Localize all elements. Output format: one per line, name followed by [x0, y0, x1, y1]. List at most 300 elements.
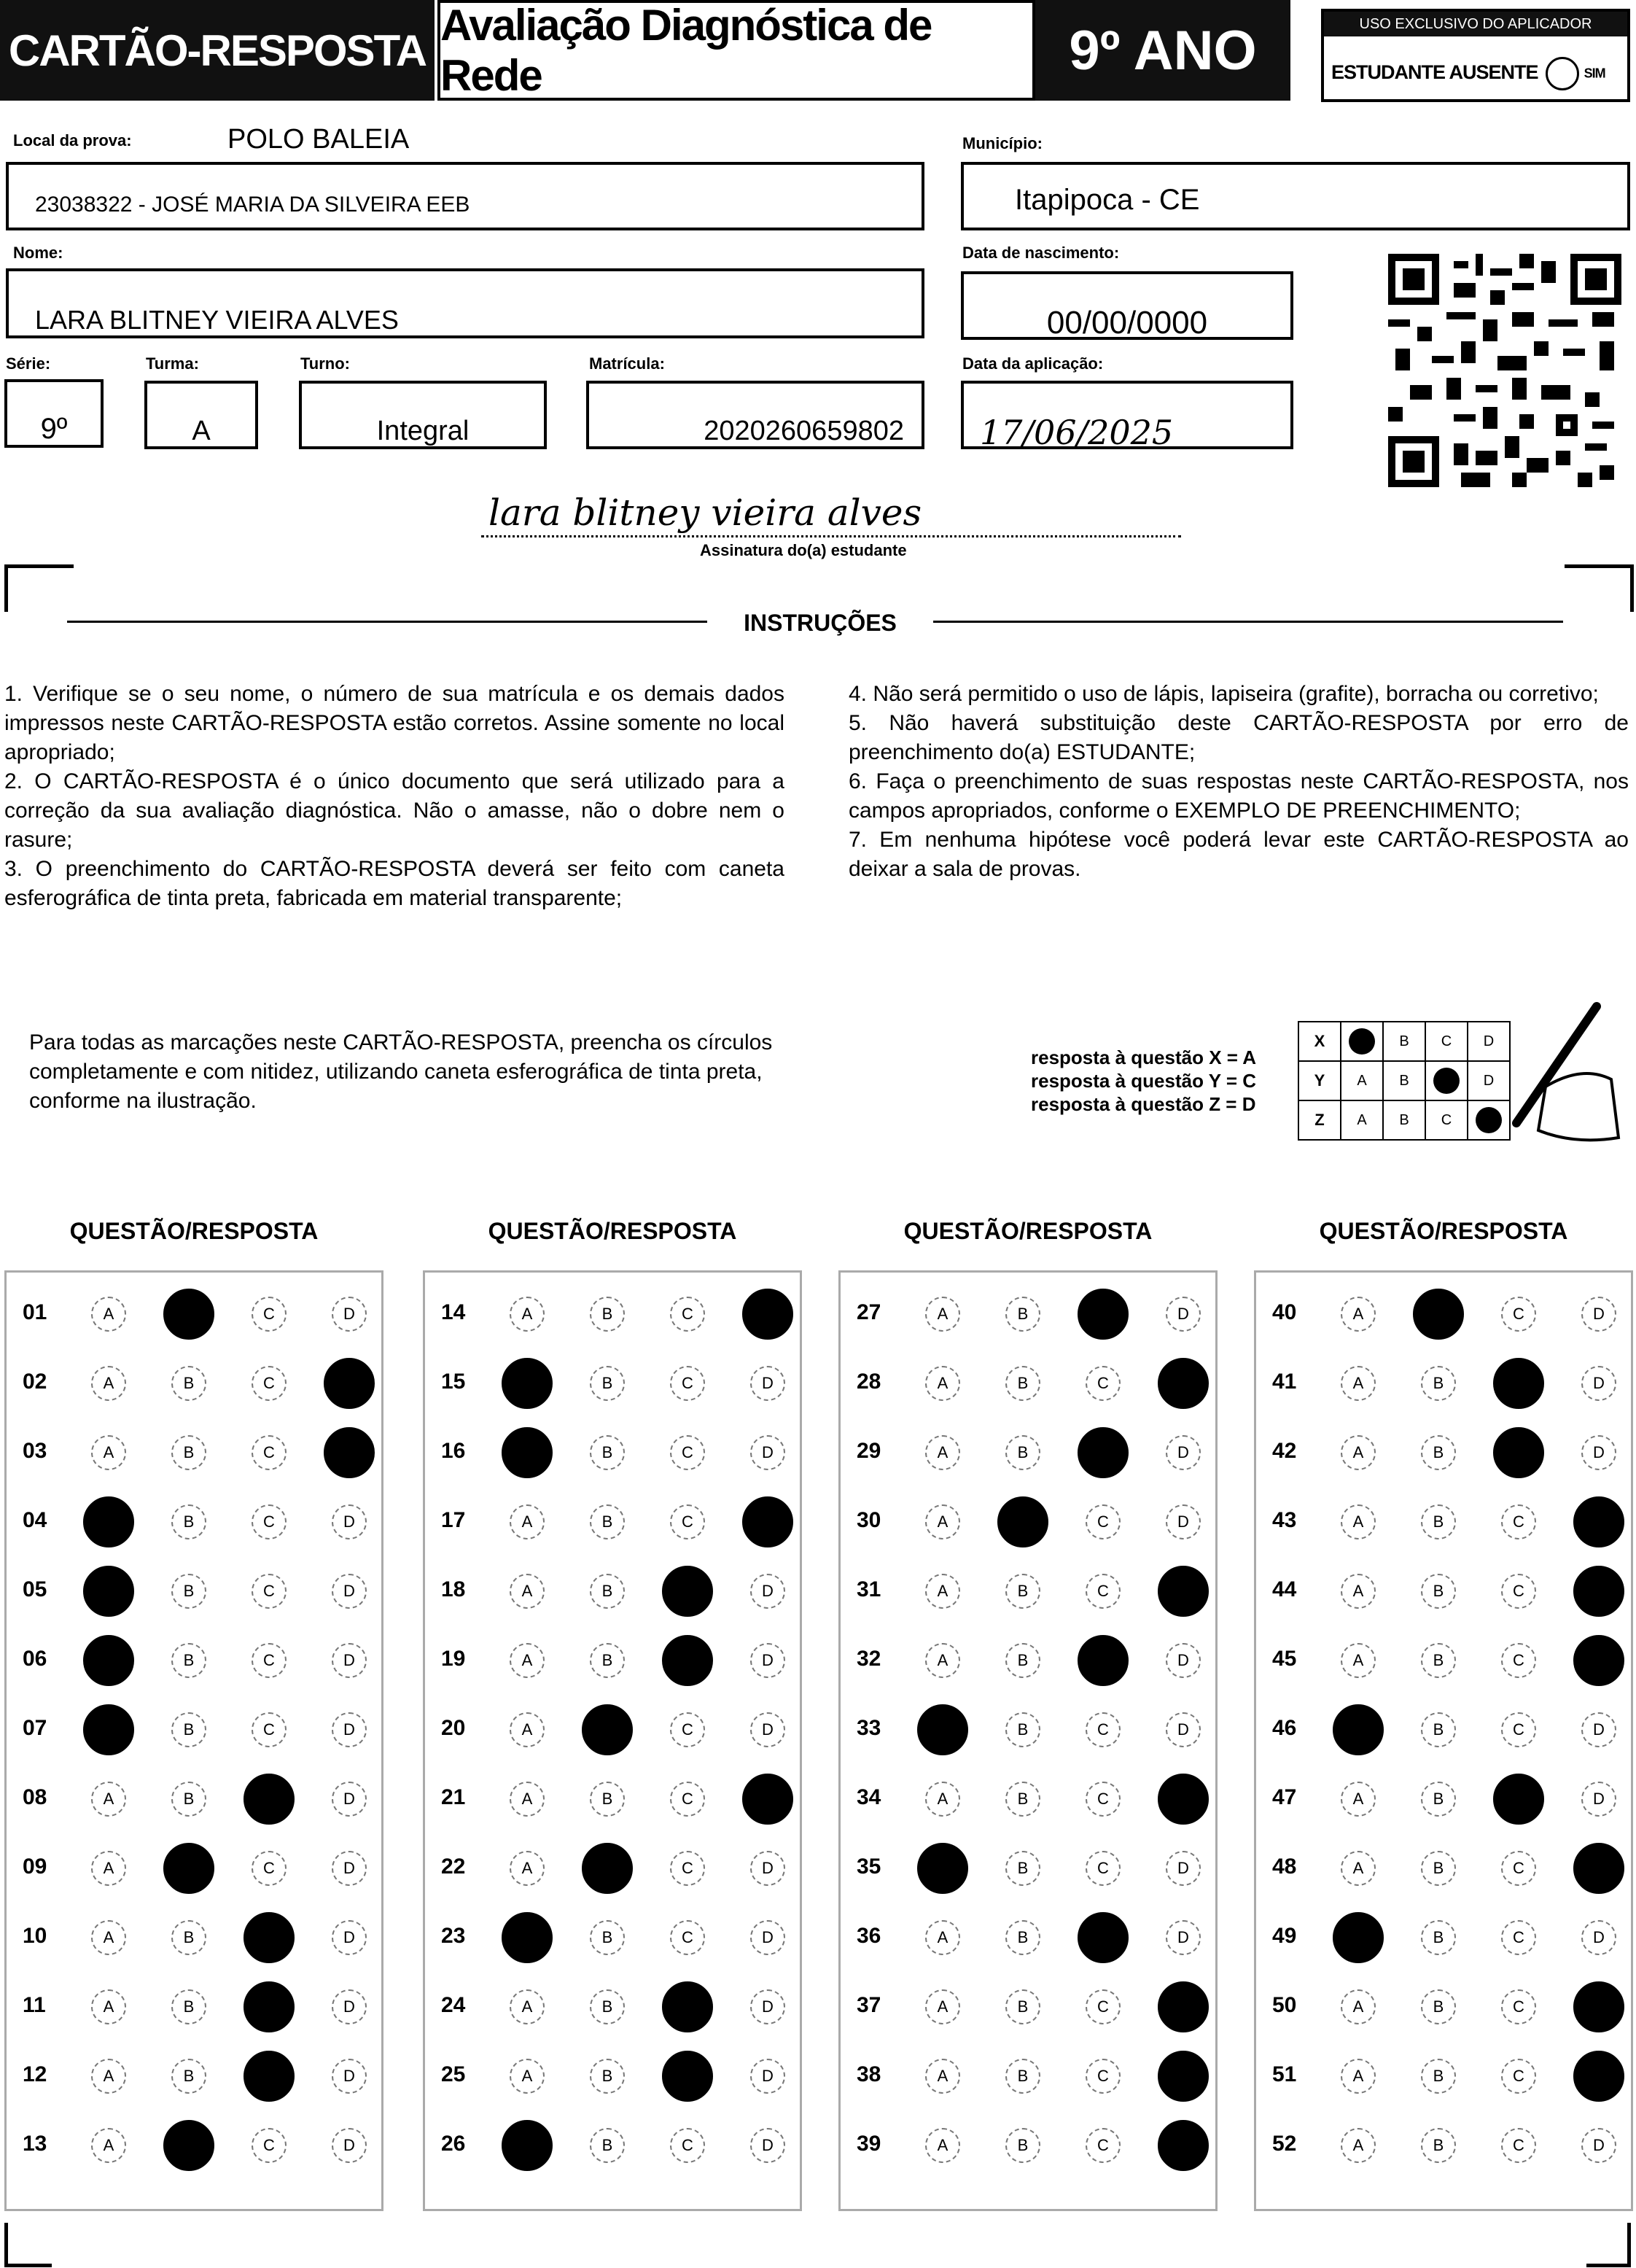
question-number: 12	[23, 2062, 47, 2086]
corner-bottom-right	[1586, 2223, 1631, 2267]
answer-bubble[interactable]: A	[91, 2059, 126, 2094]
answer-bubble[interactable]: D	[332, 1920, 367, 1955]
answer-bubble[interactable]: B	[1005, 1643, 1040, 1678]
turma-field[interactable]	[144, 381, 258, 449]
question-number: 22	[441, 1855, 466, 1879]
question-row	[425, 1978, 800, 2030]
turno-field[interactable]	[299, 381, 547, 449]
answer-bubble-filled[interactable]: D	[1573, 1843, 1624, 1894]
answer-bubble[interactable]: A	[1341, 1297, 1376, 1332]
answer-bubble-filled[interactable]: A	[83, 1566, 134, 1617]
answer-bubble[interactable]: D	[1581, 1782, 1616, 1817]
question-number: 26	[441, 2132, 466, 2156]
answer-bubble[interactable]: D	[1581, 1920, 1616, 1955]
question-number: 37	[857, 1993, 881, 2017]
nome-field[interactable]	[6, 268, 924, 338]
question-number: 03	[23, 1439, 47, 1463]
answer-bubble-filled[interactable]: A	[502, 2120, 553, 2171]
question-row	[7, 1286, 381, 1337]
instruction-7: 7. Em nenhuma hipótese você poderá levar este CARTÃO-RESPOSTA ao deixar a sala de provas.	[849, 828, 1629, 881]
answer-bubble[interactable]: A	[91, 2128, 126, 2163]
answer-bubble-filled[interactable]: D	[1573, 2051, 1624, 2102]
answer-bubble[interactable]: D	[750, 1851, 785, 1886]
question-row	[1256, 1840, 1631, 1891]
answer-bubble[interactable]: B	[171, 1574, 206, 1609]
answer-bubble[interactable]: D	[1166, 1504, 1201, 1539]
answer-bubble-filled[interactable]: C	[1078, 1289, 1129, 1340]
serie-field[interactable]	[4, 379, 104, 448]
question-number: 15	[441, 1370, 466, 1394]
answer-bubble-filled[interactable]: D	[324, 1358, 375, 1409]
answer-column	[838, 1270, 1218, 2211]
answer-bubble[interactable]: A	[1341, 2059, 1376, 2094]
card-subtitle: Avaliação Diagnóstica de Rede	[437, 0, 1035, 101]
answer-bubble[interactable]: A	[510, 1989, 545, 2024]
answer-bubble[interactable]: A	[1341, 1782, 1376, 1817]
nascimento-label: Data de nascimento:	[962, 244, 1120, 262]
answer-bubble-filled[interactable]: D	[1158, 1566, 1209, 1617]
answer-bubble[interactable]: C	[1501, 1851, 1536, 1886]
answer-bubble[interactable]: D	[332, 1297, 367, 1332]
answer-bubble-filled[interactable]: C	[1078, 1912, 1129, 1963]
answer-bubble[interactable]: B	[1421, 1782, 1456, 1817]
answer-bubble[interactable]: B	[590, 1643, 625, 1678]
answer-bubble-filled[interactable]: D	[1573, 1566, 1624, 1617]
answer-bubble[interactable]: B	[1005, 2059, 1040, 2094]
question-row	[1256, 1701, 1631, 1752]
answer-bubble[interactable]: C	[1501, 1712, 1536, 1747]
local-label: Local da prova:	[13, 131, 132, 149]
question-number: 34	[857, 1785, 881, 1809]
question-number: 10	[23, 1924, 47, 1948]
question-number: 49	[1272, 1924, 1297, 1948]
answer-bubble[interactable]: C	[252, 1574, 287, 1609]
answer-bubble[interactable]: B	[1421, 2128, 1456, 2163]
answer-bubble[interactable]: D	[750, 1435, 785, 1470]
answer-bubble[interactable]: D	[332, 1574, 367, 1609]
answer-bubble[interactable]: B	[171, 1989, 206, 2024]
answer-bubble[interactable]: A	[925, 1643, 960, 1678]
answer-bubble-filled[interactable]: D	[1158, 2051, 1209, 2102]
answer-bubble[interactable]: A	[925, 1366, 960, 1401]
answer-bubble[interactable]: D	[1166, 1712, 1201, 1747]
answer-bubble[interactable]: A	[510, 1643, 545, 1678]
question-number: 42	[1272, 1439, 1297, 1463]
answer-bubble[interactable]: B	[171, 1643, 206, 1678]
question-number: 16	[441, 1439, 466, 1463]
answer-bubble[interactable]: A	[510, 1504, 545, 1539]
example-bubble: B	[1383, 1061, 1425, 1100]
answer-bubble-filled[interactable]: D	[1158, 1774, 1209, 1825]
answer-bubble[interactable]: C	[1501, 1574, 1536, 1609]
answer-bubble-filled[interactable]: C	[662, 1566, 713, 1617]
answer-bubble-filled[interactable]: D	[324, 1427, 375, 1478]
answer-bubble-filled[interactable]: B	[163, 1843, 214, 1894]
school-field[interactable]	[6, 162, 924, 230]
answer-bubble[interactable]: C	[670, 1366, 705, 1401]
matricula-field[interactable]	[586, 381, 924, 449]
answer-bubble[interactable]: B	[1421, 1366, 1456, 1401]
answer-bubble-filled[interactable]: D	[1158, 2120, 1209, 2171]
question-number: 25	[441, 2062, 466, 2086]
answer-bubble[interactable]: C	[670, 1504, 705, 1539]
answer-bubble-filled[interactable]: B	[163, 2120, 214, 2171]
answer-bubble[interactable]: A	[510, 1782, 545, 1817]
answer-bubble[interactable]: A	[91, 1851, 126, 1886]
answer-bubble[interactable]: D	[1581, 1435, 1616, 1470]
question-row	[841, 1424, 1215, 1475]
answer-bubble[interactable]: B	[590, 1297, 625, 1332]
answer-bubble[interactable]: C	[1086, 1574, 1121, 1609]
answer-bubble-filled[interactable]: C	[244, 1774, 295, 1825]
answer-bubble[interactable]: A	[925, 2128, 960, 2163]
question-number: 31	[857, 1577, 881, 1601]
answer-bubble[interactable]: C	[252, 1297, 287, 1332]
answer-bubble[interactable]: C	[1086, 2059, 1121, 2094]
answer-bubble[interactable]: C	[1086, 2128, 1121, 2163]
question-number: 51	[1272, 2062, 1297, 2086]
answer-bubble-filled[interactable]: C	[1078, 1427, 1129, 1478]
answer-bubble[interactable]: D	[750, 1712, 785, 1747]
answer-bubble[interactable]: A	[91, 1435, 126, 1470]
answer-bubble[interactable]: D	[1581, 1712, 1616, 1747]
answer-bubble[interactable]: D	[750, 1989, 785, 2024]
answer-bubble-filled[interactable]: C	[662, 1635, 713, 1686]
answer-bubble-filled[interactable]: A	[83, 1704, 134, 1755]
answer-bubble[interactable]: A	[925, 1782, 960, 1817]
answer-column	[4, 1270, 383, 2211]
answer-bubble[interactable]: B	[1005, 2128, 1040, 2163]
answer-bubble[interactable]: D	[750, 2128, 785, 2163]
answer-bubble[interactable]: C	[252, 1366, 287, 1401]
answer-bubble[interactable]: B	[1005, 1435, 1040, 1470]
answer-bubble[interactable]: B	[171, 1366, 206, 1401]
answer-column	[423, 1270, 802, 2211]
question-row	[841, 2117, 1215, 2168]
answer-bubble[interactable]: A	[925, 1504, 960, 1539]
answer-bubble[interactable]: D	[332, 1643, 367, 1678]
answer-bubble-filled[interactable]: A	[502, 1427, 553, 1478]
nascimento-field[interactable]	[961, 271, 1293, 340]
answer-bubble[interactable]: A	[91, 1297, 126, 1332]
answer-bubble-filled[interactable]: C	[662, 2051, 713, 2102]
answer-bubble[interactable]: A	[91, 1366, 126, 1401]
answer-bubble[interactable]: C	[1501, 2128, 1536, 2163]
answer-bubble[interactable]: B	[590, 1920, 625, 1955]
municipio-field[interactable]	[961, 162, 1630, 230]
question-row	[425, 1286, 800, 1337]
answer-bubble-filled[interactable]: D	[1573, 1635, 1624, 1686]
absent-label: ESTUDANTE AUSENTE	[1331, 61, 1538, 84]
aplicacao-label: Data da aplicação:	[962, 354, 1104, 373]
answer-bubble[interactable]: C	[1501, 1989, 1536, 2024]
question-number: 28	[857, 1370, 881, 1394]
answer-bubble[interactable]: C	[670, 1435, 705, 1470]
question-row	[841, 1355, 1215, 1406]
answer-bubble[interactable]: B	[590, 2128, 625, 2163]
question-number: 45	[1272, 1647, 1297, 1671]
answer-bubble[interactable]: C	[252, 1643, 287, 1678]
answer-bubble-filled[interactable]: A	[917, 1704, 968, 1755]
answer-bubble[interactable]: C	[1086, 1782, 1121, 1817]
question-row	[1256, 1632, 1631, 1683]
answer-bubble[interactable]: C	[670, 1920, 705, 1955]
answer-bubble-filled[interactable]: B	[582, 1704, 633, 1755]
answer-bubble[interactable]: B	[590, 1989, 625, 2024]
answer-bubble[interactable]: B	[1005, 1851, 1040, 1886]
answer-bubble[interactable]: B	[590, 2059, 625, 2094]
question-row	[1256, 1563, 1631, 1614]
answer-bubble[interactable]: D	[750, 1920, 785, 1955]
answer-bubble[interactable]: A	[91, 1920, 126, 1955]
question-row	[7, 1771, 381, 1822]
answer-bubble[interactable]: B	[1421, 1643, 1456, 1678]
answer-bubble[interactable]: B	[1005, 1920, 1040, 1955]
answer-bubble-filled[interactable]: D	[1573, 1496, 1624, 1547]
answer-bubble-filled[interactable]: D	[742, 1289, 793, 1340]
question-row	[841, 1632, 1215, 1683]
answer-bubble-filled[interactable]: C	[1493, 1427, 1544, 1478]
matricula-label: Matrícula:	[589, 354, 665, 373]
question-number: 04	[23, 1508, 47, 1532]
answer-bubble[interactable]: C	[670, 1851, 705, 1886]
answer-bubble[interactable]: A	[1341, 1504, 1376, 1539]
answer-bubble-filled[interactable]: A	[1333, 1704, 1384, 1755]
answer-bubble[interactable]: B	[1421, 1712, 1456, 1747]
answer-bubble[interactable]: A	[510, 1712, 545, 1747]
answer-bubble[interactable]: C	[670, 2128, 705, 2163]
question-row	[7, 1632, 381, 1683]
answer-bubble[interactable]: C	[1086, 1366, 1121, 1401]
answer-bubble[interactable]: C	[252, 1504, 287, 1539]
answer-bubble-filled[interactable]: A	[83, 1496, 134, 1547]
answer-bubble-filled[interactable]: D	[742, 1496, 793, 1547]
answer-bubble[interactable]: C	[1501, 1297, 1536, 1332]
municipio-value: Itapipoca - CE	[1015, 184, 1200, 216]
instructions-left	[4, 680, 784, 913]
question-number: 32	[857, 1647, 881, 1671]
answer-bubble[interactable]: B	[590, 1782, 625, 1817]
question-row	[425, 2048, 800, 2099]
aplicacao-value: 17/06/2025	[980, 413, 1174, 452]
legend-y: resposta à questão Y = C	[1031, 1070, 1257, 1092]
answer-bubble[interactable]: B	[171, 1504, 206, 1539]
answer-bubble-filled[interactable]: A	[502, 1912, 553, 1963]
answer-bubble[interactable]: D	[332, 2059, 367, 2094]
answer-bubble[interactable]: D	[1581, 2128, 1616, 2163]
answer-bubble-filled[interactable]: A	[83, 1635, 134, 1686]
absent-bubble[interactable]	[1546, 57, 1579, 90]
answer-bubble-filled[interactable]: D	[1573, 1981, 1624, 2032]
answer-bubble-filled[interactable]: C	[662, 1981, 713, 2032]
question-row	[425, 1355, 800, 1406]
answer-bubble[interactable]: A	[925, 1574, 960, 1609]
question-row	[425, 1563, 800, 1614]
answer-bubble[interactable]: C	[252, 2128, 287, 2163]
answer-bubble[interactable]: D	[332, 1712, 367, 1747]
answer-bubble[interactable]: B	[171, 1920, 206, 1955]
answer-bubble[interactable]: C	[670, 1782, 705, 1817]
answer-bubble[interactable]: B	[590, 1435, 625, 1470]
answer-bubble-filled[interactable]: C	[244, 1981, 295, 2032]
answer-bubble[interactable]: C	[252, 1851, 287, 1886]
answer-bubble[interactable]: B	[171, 2059, 206, 2094]
answer-bubble[interactable]: B	[590, 1366, 625, 1401]
question-number: 05	[23, 1577, 47, 1601]
question-row	[1256, 1286, 1631, 1337]
answer-bubble[interactable]: A	[1341, 1435, 1376, 1470]
instruction-5: 5. Não haverá substituição deste CARTÃO-RESPOSTA por erro de preenchimento do(a) ESTUDANTE;	[849, 711, 1629, 764]
matricula-value: 2020260659802	[704, 416, 904, 446]
answer-bubble-filled[interactable]: C	[1493, 1358, 1544, 1409]
question-number: 07	[23, 1716, 47, 1740]
answer-bubble[interactable]: B	[1005, 1574, 1040, 1609]
answer-bubble[interactable]: A	[925, 1989, 960, 2024]
answer-bubble[interactable]: B	[1421, 1920, 1456, 1955]
answer-bubble-filled[interactable]: B	[1413, 1289, 1464, 1340]
answer-bubble[interactable]: A	[925, 1920, 960, 1955]
answer-bubble[interactable]: D	[332, 1504, 367, 1539]
answer-bubble[interactable]: A	[510, 1297, 545, 1332]
answer-bubble[interactable]: B	[1005, 1366, 1040, 1401]
answer-bubble[interactable]: D	[332, 1782, 367, 1817]
answer-bubble[interactable]: A	[1341, 1574, 1376, 1609]
answer-bubble[interactable]: B	[1421, 1574, 1456, 1609]
answer-bubble[interactable]: A	[510, 1851, 545, 1886]
example-bubble: D	[1468, 1022, 1510, 1061]
answer-bubble-filled[interactable]: C	[244, 2051, 295, 2102]
answer-bubble[interactable]: C	[670, 1712, 705, 1747]
question-row	[841, 1286, 1215, 1337]
turma-value: A	[192, 416, 211, 446]
question-row	[1256, 1909, 1631, 1960]
answer-bubble[interactable]: D	[1166, 1297, 1201, 1332]
answer-bubble[interactable]: B	[1005, 1989, 1040, 2024]
answer-bubble[interactable]: A	[925, 2059, 960, 2094]
answer-bubble-filled[interactable]: B	[997, 1496, 1048, 1547]
question-row	[425, 2117, 800, 2168]
answer-bubble[interactable]: A	[1341, 1989, 1376, 2024]
answer-bubble[interactable]: D	[750, 1366, 785, 1401]
answer-bubble[interactable]: D	[1166, 1643, 1201, 1678]
answer-bubble[interactable]: A	[1341, 1366, 1376, 1401]
qr-code-graphic	[1388, 254, 1621, 487]
answer-bubble[interactable]: B	[590, 1504, 625, 1539]
answer-bubble[interactable]: C	[1086, 1989, 1121, 2024]
answer-bubble[interactable]: B	[590, 1574, 625, 1609]
question-number: 20	[441, 1716, 466, 1740]
local-value: POLO BALEIA	[227, 124, 410, 155]
answer-bubble[interactable]: B	[1421, 1851, 1456, 1886]
question-number: 18	[441, 1577, 466, 1601]
example-row	[1298, 1022, 1510, 1061]
question-number: 46	[1272, 1716, 1297, 1740]
answer-bubble[interactable]: C	[1501, 1643, 1536, 1678]
answer-bubble[interactable]: D	[1581, 1366, 1616, 1401]
answer-bubble-filled[interactable]: A	[502, 1358, 553, 1409]
answer-bubble[interactable]: A	[91, 1782, 126, 1817]
answer-bubble[interactable]: B	[1005, 1297, 1040, 1332]
question-number: 52	[1272, 2132, 1297, 2156]
answer-bubble[interactable]: D	[332, 1851, 367, 1886]
answer-bubble[interactable]: B	[1421, 1989, 1456, 2024]
answer-bubble[interactable]: B	[1421, 2059, 1456, 2094]
answer-bubble[interactable]: D	[750, 1574, 785, 1609]
answer-bubble[interactable]: B	[171, 1712, 206, 1747]
answer-bubble[interactable]: C	[252, 1712, 287, 1747]
aplicacao-field[interactable]	[961, 381, 1293, 452]
answer-bubble-filled[interactable]: D	[742, 1774, 793, 1825]
answer-bubble[interactable]: C	[1501, 2059, 1536, 2094]
answer-bubble[interactable]: B	[1005, 1782, 1040, 1817]
answer-bubble[interactable]: B	[1421, 1504, 1456, 1539]
answer-bubble[interactable]: A	[1341, 1643, 1376, 1678]
answer-bubble-filled[interactable]: C	[244, 1912, 295, 1963]
example-grid	[1298, 1021, 1511, 1141]
signature-line[interactable]	[481, 492, 1181, 537]
example-question-label: Z	[1298, 1100, 1341, 1140]
answer-bubble[interactable]: C	[1501, 1920, 1536, 1955]
answer-bubble[interactable]: C	[1086, 1712, 1121, 1747]
answer-bubble[interactable]: A	[510, 1574, 545, 1609]
answer-bubble[interactable]: B	[171, 1782, 206, 1817]
answer-bubble[interactable]: D	[1166, 1435, 1201, 1470]
question-number: 41	[1272, 1370, 1297, 1394]
answer-bubble[interactable]: A	[91, 1989, 126, 2024]
answer-bubble[interactable]: D	[1166, 1920, 1201, 1955]
answer-bubble[interactable]: B	[171, 1435, 206, 1470]
answer-bubble[interactable]: C	[1086, 1504, 1121, 1539]
answer-bubble[interactable]: A	[1341, 2128, 1376, 2163]
answer-bubble-filled[interactable]: C	[1493, 1774, 1544, 1825]
answer-bubble[interactable]: D	[332, 1989, 367, 2024]
answer-bubble-filled[interactable]: A	[1333, 1912, 1384, 1963]
question-row	[7, 1978, 381, 2030]
question-number: 38	[857, 2062, 881, 2086]
answer-bubble[interactable]: D	[750, 2059, 785, 2094]
answer-bubble[interactable]: A	[1341, 1851, 1376, 1886]
answer-bubble-filled[interactable]: B	[163, 1289, 214, 1340]
answer-bubble[interactable]: D	[332, 2128, 367, 2163]
corner-top-right	[1565, 564, 1634, 612]
answer-bubble[interactable]: B	[1005, 1712, 1040, 1747]
answer-bubble[interactable]: D	[1166, 1851, 1201, 1886]
answer-bubble[interactable]: A	[510, 2059, 545, 2094]
answer-bubble-filled[interactable]: D	[1158, 1358, 1209, 1409]
question-row	[1256, 1771, 1631, 1822]
answer-bubble[interactable]: D	[1581, 1297, 1616, 1332]
answer-bubble[interactable]: C	[252, 1435, 287, 1470]
answer-bubble-filled[interactable]: D	[1158, 1981, 1209, 2032]
answer-bubble-filled[interactable]: A	[917, 1843, 968, 1894]
question-number: 19	[441, 1647, 466, 1671]
answer-bubble[interactable]: A	[925, 1435, 960, 1470]
answer-bubble[interactable]: C	[1501, 1504, 1536, 1539]
nascimento-value: 00/00/0000	[1046, 305, 1208, 341]
serie-label: Série:	[6, 354, 51, 373]
answer-bubble[interactable]: B	[1421, 1435, 1456, 1470]
answer-bubble[interactable]: A	[925, 1297, 960, 1332]
answer-bubble-filled[interactable]: B	[582, 1843, 633, 1894]
answer-bubble[interactable]: C	[1086, 1851, 1121, 1886]
example-bubble: C	[1425, 1022, 1468, 1061]
answer-bubble[interactable]: D	[750, 1643, 785, 1678]
question-number: 43	[1272, 1508, 1297, 1532]
answer-bubble-filled[interactable]: C	[1078, 1635, 1129, 1686]
turno-value: Integral	[376, 416, 470, 446]
answer-bubble[interactable]: C	[670, 1297, 705, 1332]
question-number: 47	[1272, 1785, 1297, 1809]
